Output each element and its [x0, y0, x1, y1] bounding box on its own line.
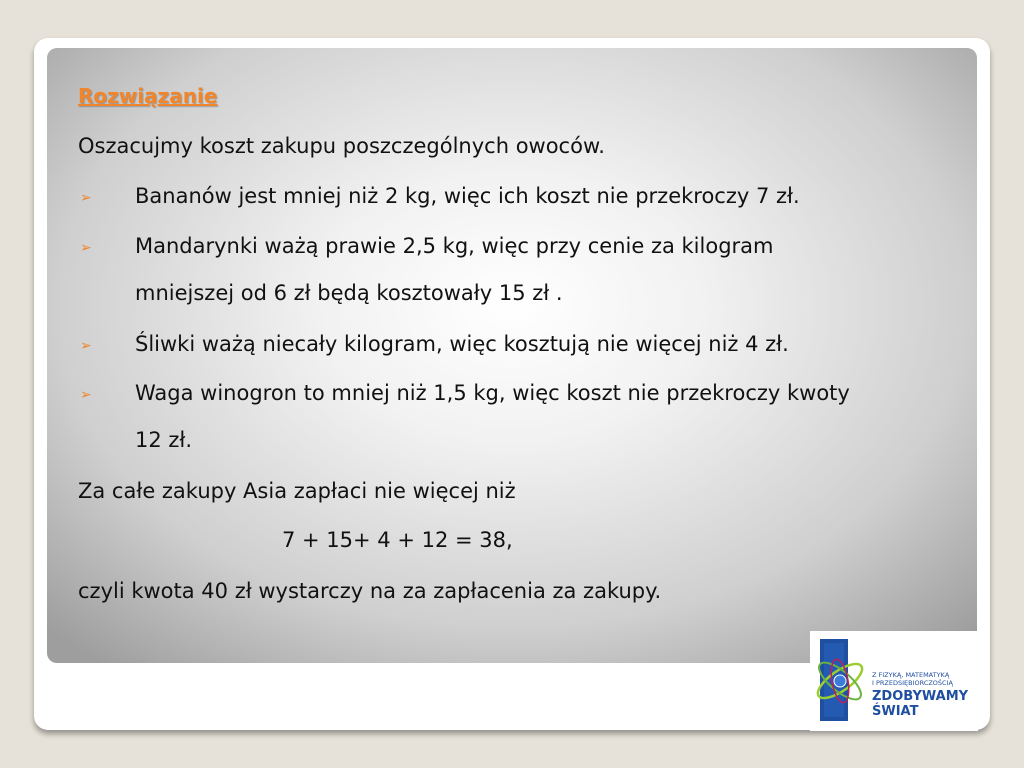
bullet-2-text-continued: mniejszej od 6 zł będą kosztowały 15 zł . — [135, 281, 563, 305]
atom-logo-icon — [810, 631, 880, 731]
intro-text: Oszacujmy koszt zakupu poszczególnych owoców. — [78, 134, 605, 158]
bullet-1-text: Bananów jest mniej niż 2 kg, więc ich koszt nie przekroczy 7 zł. — [135, 184, 800, 208]
bullet-2-text: Mandarynki ważą prawie 2,5 kg, więc przy cenie za kilogram — [135, 234, 774, 258]
logo-line-4: ŚWIAT — [872, 704, 919, 719]
conclusion-text: czyli kwota 40 zł wystarczy na za zapłacenia za zakupy. — [78, 579, 662, 603]
project-logo — [810, 631, 978, 731]
logo-line-3: ZDOBYWAMY — [872, 689, 969, 704]
logo-line-2: I PRZEDSIĘBIORCZOŚCIĄ — [872, 679, 953, 687]
bullet-arrow-icon: ➢ — [80, 240, 92, 256]
bullet-4-text: Waga winogron to mniej niż 1,5 kg, więc koszt nie przekroczy kwoty — [135, 381, 850, 405]
bullet-arrow-icon: ➢ — [80, 338, 92, 354]
bullet-3-text: Śliwki ważą niecały kilogram, więc kosztują nie więcej niż 4 zł. — [135, 332, 789, 356]
summary-text: Za całe zakupy Asia zapłaci nie więcej niż — [78, 479, 516, 503]
logo-line-1: Z FIZYKĄ, MATEMATYKĄ — [872, 671, 950, 679]
bullet-4-text-continued: 12 zł. — [135, 428, 193, 452]
slide-heading: Rozwiązanie — [78, 84, 218, 108]
bullet-arrow-icon: ➢ — [80, 387, 92, 403]
equation-text: 7 + 15+ 4 + 12 = 38, — [282, 528, 513, 552]
bullet-arrow-icon: ➢ — [80, 190, 92, 206]
